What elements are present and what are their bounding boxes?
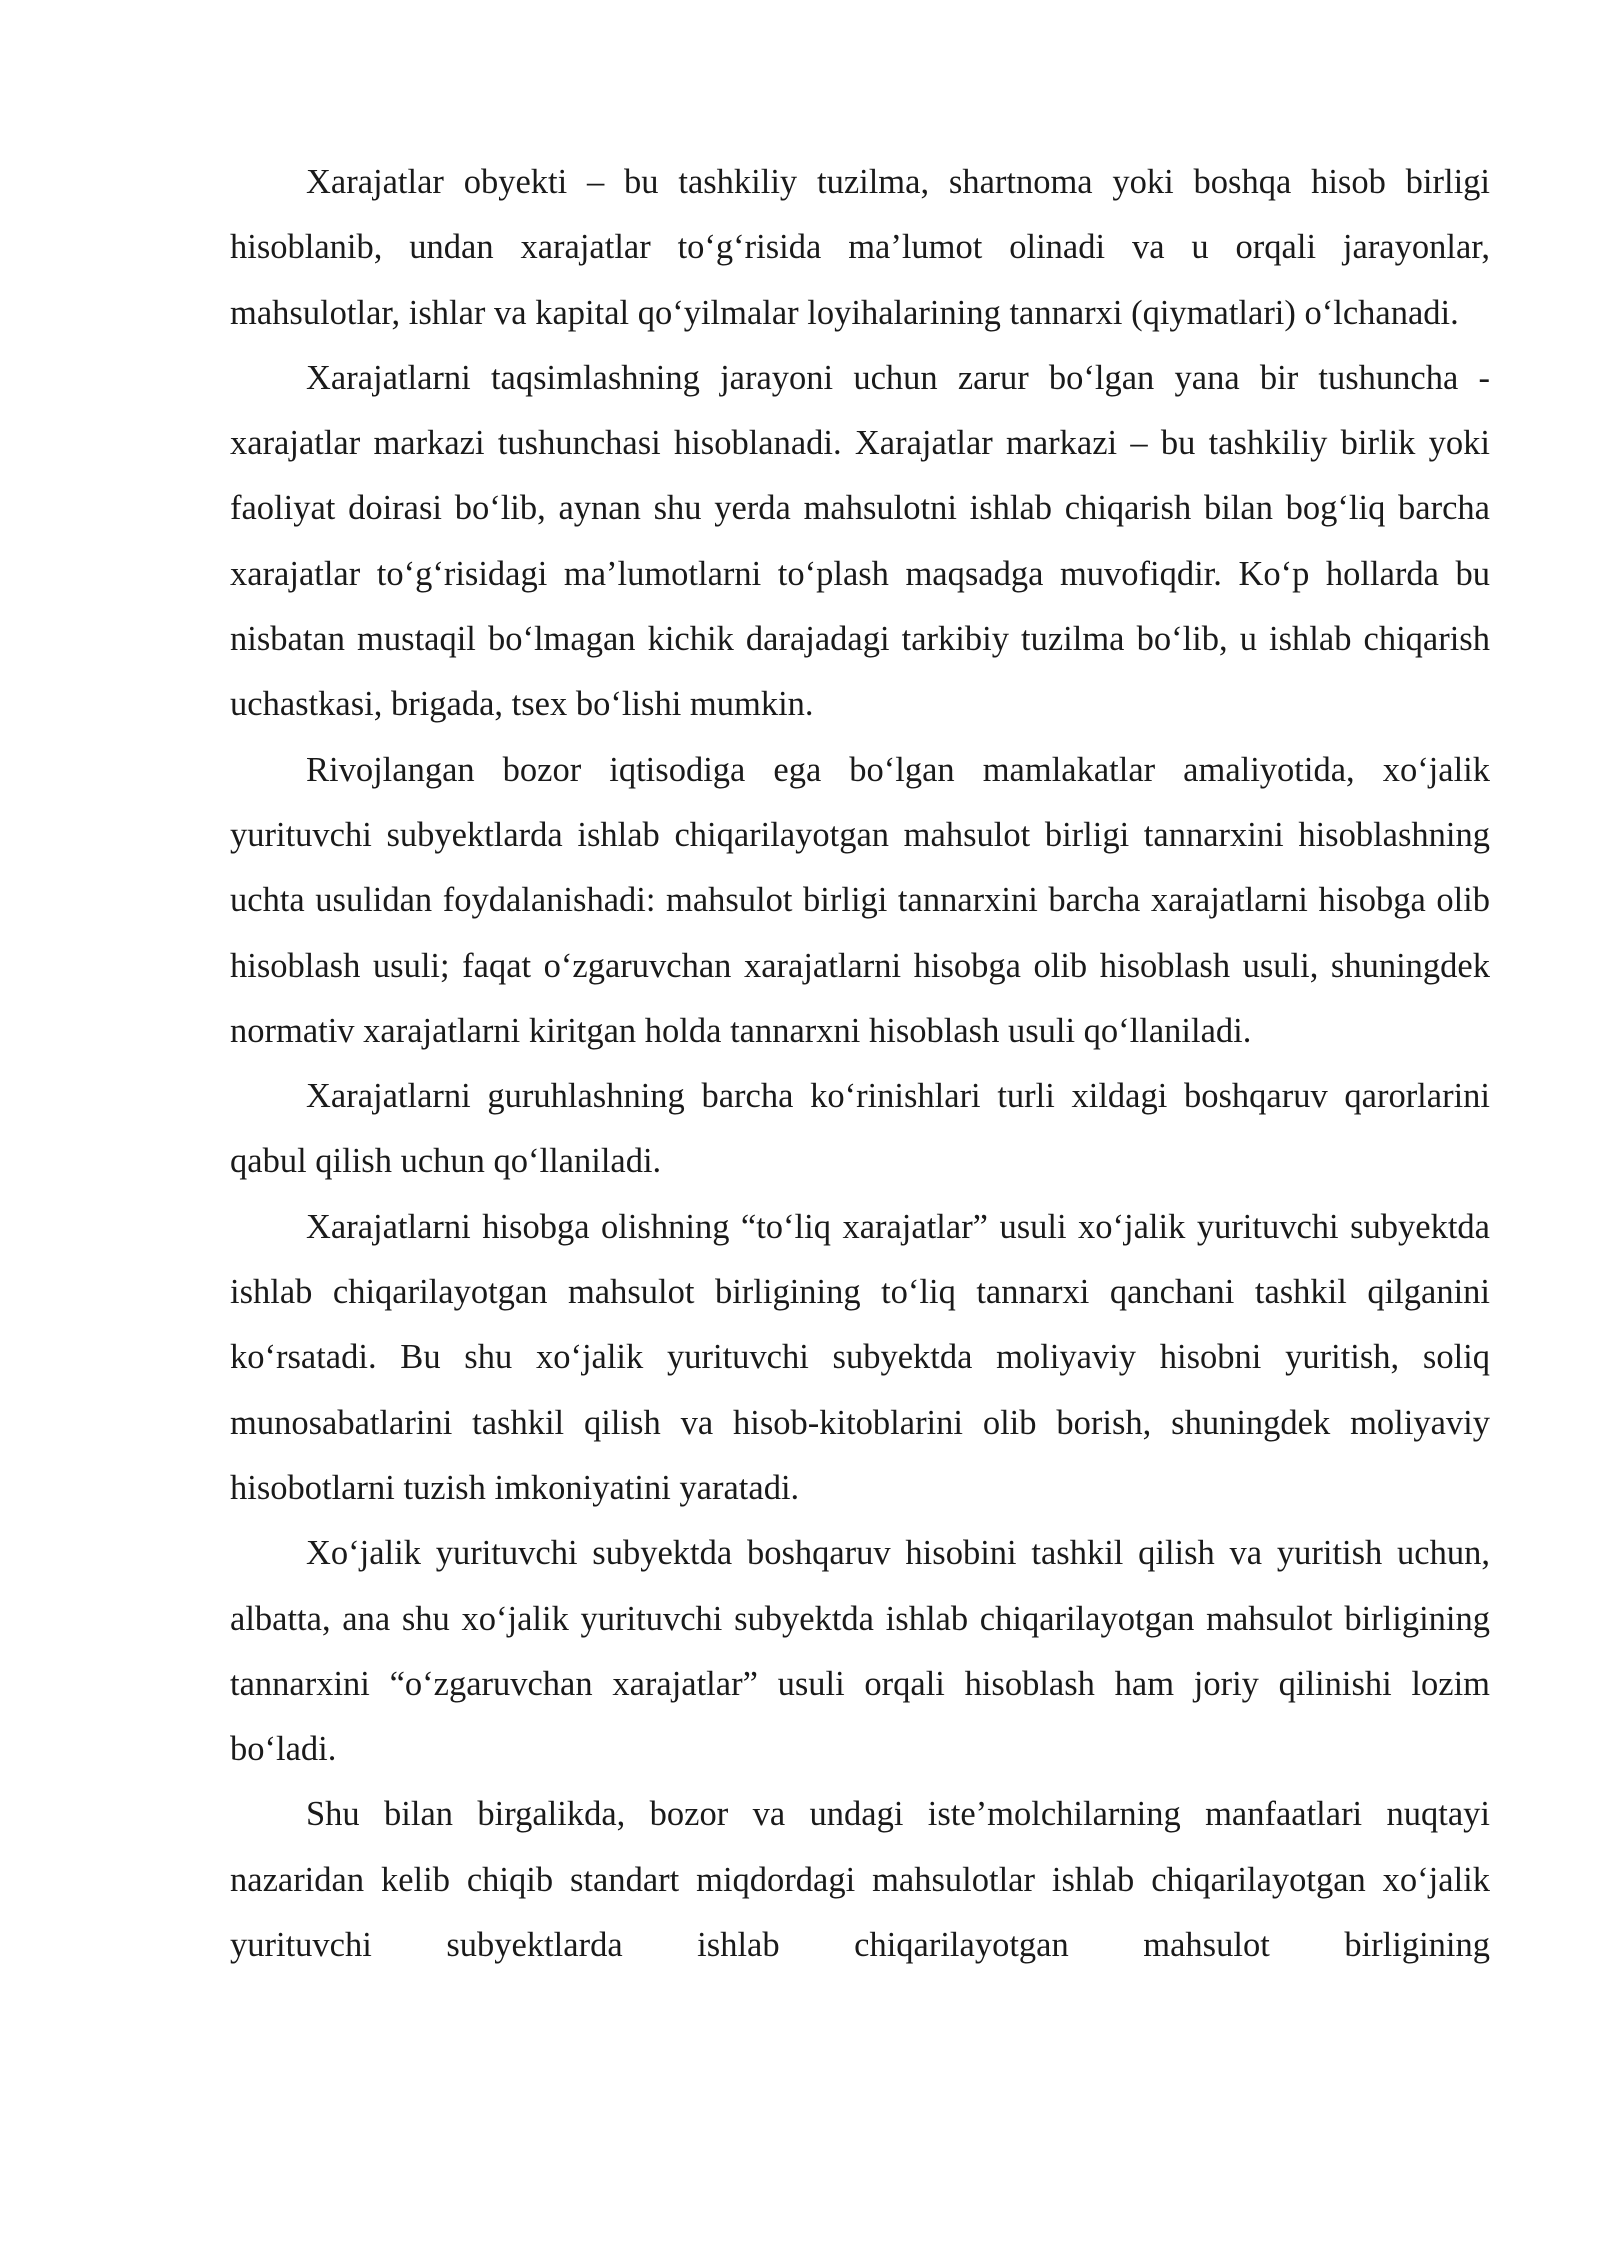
document-page	[230, 150, 1490, 1978]
paragraph-costing-methods: Rivojlangan bozor iqtisodiga ega bo‘lgan mamlakatlar amaliyotida, xo‘jalik yurituvchi subyektlarda ishlab chiqarilayotgan mahsulot birligi tannarxini hisoblashning uchta usulidan foydalanishadi: mahsulot birligi tannarxini barcha xarajatlarni hisobga olib hisoblash usuli; faqat o‘zgaruvchan xarajatlarni hisobga olib hisoblash usuli, shuningdek normativ xarajatlarni kiritgan holda tannarxni hisoblash usuli qo‘llaniladi.	[230, 750, 1490, 1050]
paragraph-cost-grouping: Xarajatlarni guruhlashning barcha ko‘rinishlari turli xildagi boshqaruv qarorlarini qabul qilish uchun qo‘llaniladi.	[230, 1077, 1490, 1181]
paragraph-full-costing: Xarajatlarni hisobga olishning “to‘liq xarajatlar” usuli xo‘jalik yurituvchi subyektda ishlab chiqarilayotgan mahsulot birligining to‘liq tannarxi qanchani tashkil qilganini ko‘rsatadi. Bu shu xo‘jalik yurituvchi subyektda moliyaviy hisobni yuritish, soliq munosabatlarini tashkil qilish va hisob-kitoblarini olib borish, shuningdek moliyaviy hisobotlarni tuzish imkoniyatini yaratadi.	[230, 1207, 1490, 1507]
paragraph-standard-costing: Shu bilan birgalikda, bozor va undagi iste’molchilarning manfaatlari nuqtayi nazaridan kelib chiqib standart miqdordagi mahsulotlar ishlab chiqarilayotgan xo‘jalik yurituvchi subyektlarda ishlab chiqarilayotgan mahsulot birligining	[230, 1795, 1490, 1965]
paragraph-cost-object: Xarajatlar obyekti – bu tashkiliy tuzilma, shartnoma yoki boshqa hisob birligi hisoblanib, undan xarajatlar to‘g‘risida ma’lumot olinadi va u orqali jarayonlar, mahsulotlar, ishlar va kapital qo‘yilmalar loyihalarining tannarxi (qiymatlari) o‘lchanadi.	[230, 163, 1490, 332]
paragraph-variable-costing: Xo‘jalik yurituvchi subyektda boshqaruv hisobini tashkil qilish va yuritish uchun, albatta, ana shu xo‘jalik yurituvchi subyektda ishlab chiqarilayotgan mahsulot birligining tannarxini “o‘zgaruvchan xarajatlar” usuli orqali hisoblash ham joriy qilinishi lozim bo‘ladi.	[230, 1534, 1490, 1769]
paragraph-cost-center: Xarajatlarni taqsimlashning jarayoni uchun zarur bo‘lgan yana bir tushuncha - xarajatlar markazi tushunchasi hisoblanadi. Xarajatlar markazi – bu tashkiliy birlik yoki faoliyat doirasi bo‘lib, aynan shu yerda mahsulotni ishlab chiqarish bilan bog‘liq barcha xarajatlar to‘g‘risidagi ma’lumotlarni to‘plash maqsadga muvofiqdir. Ko‘p hollarda bu nisbatan mustaqil bo‘lmagan kichik darajadagi tarkibiy tuzilma bo‘lib, u ishlab chiqarish uchastkasi, brigada, tsex bo‘lishi mumkin.	[230, 358, 1490, 724]
